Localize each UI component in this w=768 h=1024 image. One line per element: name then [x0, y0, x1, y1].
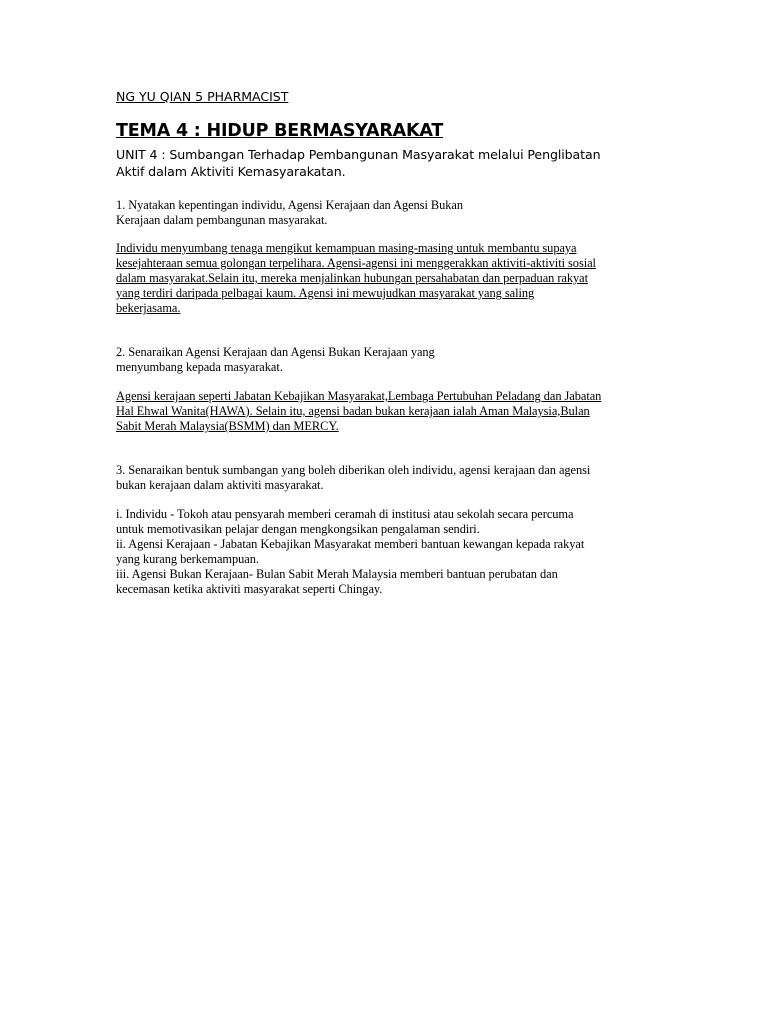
answer-2-line: Sabit Merah Malaysia(BSMM) dan MERCY. [116, 419, 339, 433]
answer-3-line: kecemasan ketika aktiviti masyarakat seperti Chingay. [116, 582, 383, 596]
question-3 [116, 463, 661, 493]
answer-1 [116, 241, 661, 316]
answer-1-line: yang terdiri daripada pelbagai kaum. Agensi ini mewujudkan masyarakat yang saling [116, 286, 535, 300]
answer-3-line: i. Individu - Tokoh atau pensyarah memberi ceramah di institusi atau sekolah secara percuma [116, 507, 574, 521]
answer-3-line: untuk memotivasikan pelajar dengan mengkongsikan pengalaman sendiri. [116, 522, 480, 536]
answer-1-line: Individu menyumbang tenaga mengikut kemampuan masing-masing untuk membantu supaya [116, 241, 577, 255]
answer-3 [116, 507, 661, 597]
theme-title: TEMA 4 : HIDUP BERMASYARAKAT [116, 121, 444, 141]
answer-2-line: Hal Ehwal Wanita(HAWA). Selain itu, agensi badan bukan kerajaan ialah Aman Malaysia,Bulan [116, 404, 590, 418]
question-3-line: 3. Senaraikan bentuk sumbangan yang boleh diberikan oleh individu, agensi kerajaan dan agensi [116, 463, 591, 477]
answer-1-line: kesejahteraan semua golongan terpelihara. Agensi-agensi ini menggerakkan aktiviti-aktiviti sosial [116, 256, 596, 270]
answer-2 [116, 389, 661, 434]
author-line: NG YU QIAN 5 PHARMACIST [116, 89, 289, 104]
answer-3-line: iii. Agensi Bukan Kerajaan- Bulan Sabit Merah Malaysia memberi bantuan perubatan dan [116, 567, 558, 581]
question-2-line: 2. Senaraikan Agensi Kerajaan dan Agensi Bukan Kerajaan yang [116, 345, 435, 359]
question-3-line: bukan kerajaan dalam aktiviti masyarakat. [116, 478, 324, 492]
unit-title-line: Aktif dalam Aktiviti Kemasyarakatan. [116, 164, 346, 179]
unit-title [116, 146, 656, 180]
question-1-line: Kerajaan dalam pembangunan masyarakat. [116, 213, 328, 227]
question-1-line: 1. Nyatakan kepentingan individu, Agensi Kerajaan dan Agensi Bukan [116, 198, 463, 212]
answer-3-line: ii. Agensi Kerajaan - Jabatan Kebajikan Masyarakat memberi bantuan kewangan kepada rakyat [116, 537, 585, 551]
question-1 [116, 198, 661, 228]
answer-1-line: dalam masyarakat.Selain itu, mereka menjalinkan hubungan persahabatan dan perpaduan rakyat [116, 271, 589, 285]
unit-title-line: UNIT 4 : Sumbangan Terhadap Pembangunan Masyarakat melalui Penglibatan [116, 147, 601, 162]
answer-1-line: bekerjasama. [116, 301, 181, 315]
answer-3-line: yang kurang berkemampuan. [116, 552, 259, 566]
question-2 [116, 345, 661, 375]
answer-2-line: Agensi kerajaan seperti Jabatan Kebajikan Masyarakat,Lembaga Pertubuhan Peladang dan Jabatan [116, 389, 602, 403]
question-2-line: menyumbang kepada masyarakat. [116, 360, 283, 374]
